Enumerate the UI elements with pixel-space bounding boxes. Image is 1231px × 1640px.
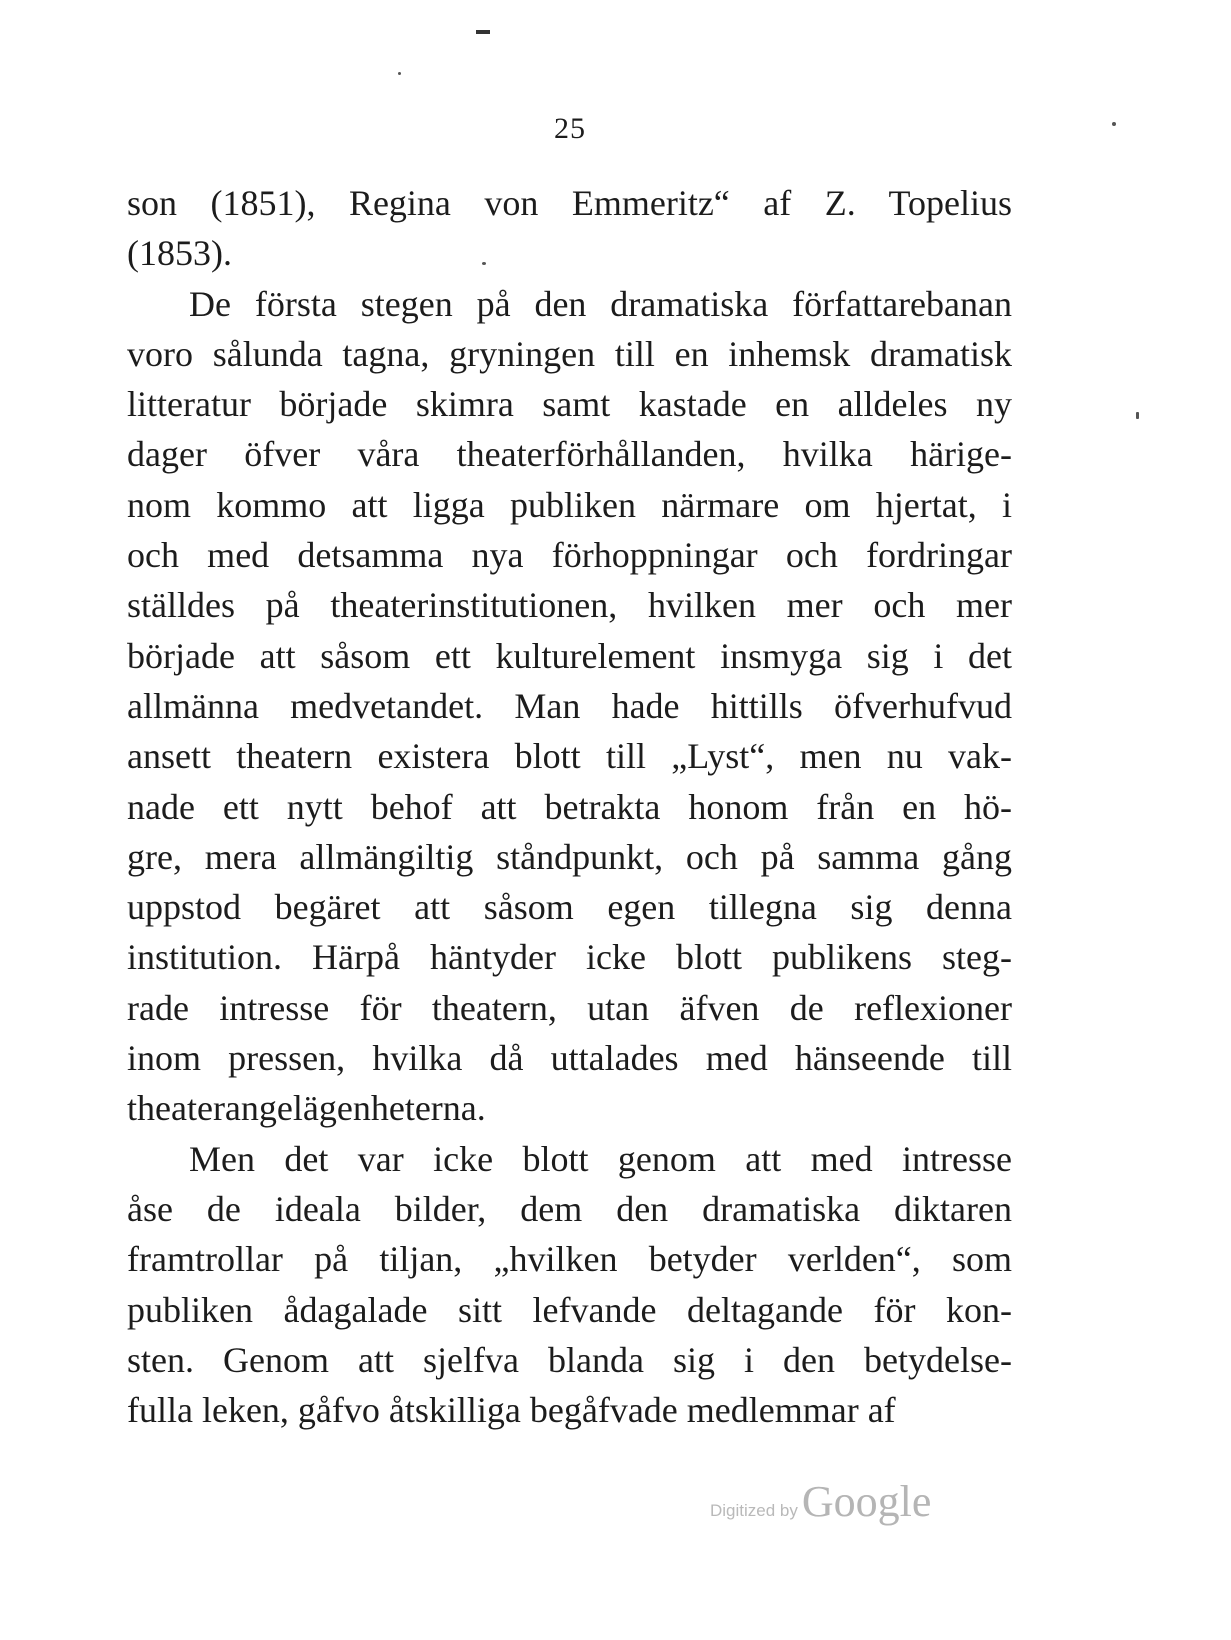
text-line: och med detsamma nya förhoppningar och fordringar xyxy=(127,535,1012,576)
paragraph xyxy=(127,178,1012,279)
text-line: theaterangelägenheterna. xyxy=(127,1088,486,1129)
text-line: framtrollar på tiljan, „hvilken betyder verlden“, som xyxy=(127,1239,1012,1280)
body-text xyxy=(127,178,1012,1435)
text-line: Men det var icke blott genom att med intresse xyxy=(189,1138,1012,1179)
text-line: gre, mera allmängiltig ståndpunkt, och på samma gång xyxy=(127,836,1012,877)
digitized-watermark xyxy=(710,1476,931,1527)
text-line: De första stegen på den dramatiska författarebanan xyxy=(189,283,1012,324)
scan-speck xyxy=(1136,412,1139,419)
text-line: började att såsom ett kulturelement insmyga sig i det xyxy=(127,635,1012,676)
text-line: son (1851), Regina von Emmeritz“ af Z. Topelius xyxy=(127,183,1012,223)
google-logo: Google xyxy=(801,1477,932,1526)
text-line: publiken ådagalade sitt lefvande deltagande för kon- xyxy=(127,1289,1012,1330)
text-line: litteratur började skimra samt kastade en alldeles ny xyxy=(127,384,1012,425)
text-line: institution. Härpå häntyder icke blott publikens steg- xyxy=(127,937,1012,978)
text-line: nom kommo att ligga publiken närmare om hjertat, i xyxy=(127,484,1012,525)
text-line: åse de ideala bilder, dem den dramatiska diktaren xyxy=(127,1188,1012,1229)
paragraph xyxy=(127,279,1012,1134)
text-line: uppstod begäret att såsom egen tillegna sig denna xyxy=(127,887,1012,928)
text-line: ställdes på theaterinstitutionen, hvilken mer och mer xyxy=(127,585,1012,626)
text-line: sten. Genom att sjelfva blanda sig i den betydelse- xyxy=(127,1339,1012,1380)
scan-speck xyxy=(398,72,401,75)
watermark-prefix: Digitized by xyxy=(710,1501,798,1520)
paragraph xyxy=(127,1134,1012,1436)
text-line: (1853). xyxy=(127,233,232,274)
text-line: allmänna medvetandet. Man hade hittills öfverhufvud xyxy=(127,685,1012,726)
text-line: rade intresse för theatern, utan äfven de reflexioner xyxy=(127,987,1012,1028)
text-line: nade ett nytt behof att betrakta honom från en hö- xyxy=(127,786,1012,827)
text-line: ansett theatern existera blott till „Lyst“, men nu vak- xyxy=(127,736,1012,777)
text-line: fulla leken, gåfvo åtskilliga begåfvade medlemmar af xyxy=(127,1390,896,1431)
scan-mark xyxy=(476,30,490,34)
text-line: dager öfver våra theaterförhållanden, hvilka härige- xyxy=(127,434,1012,475)
text-line: inom pressen, hvilka då uttalades med hänseende till xyxy=(127,1038,1012,1079)
page-number: 25 xyxy=(554,112,586,145)
text-line: voro sålunda tagna, gryningen till en inhemsk dramatisk xyxy=(127,333,1012,374)
